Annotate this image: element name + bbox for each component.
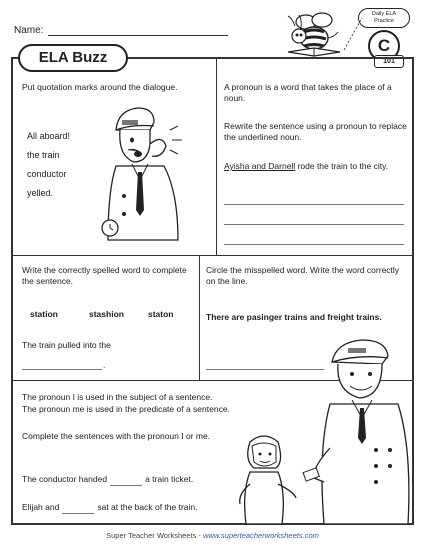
q2-answer-line-1[interactable] bbox=[224, 204, 404, 205]
q3-option-1: station bbox=[30, 309, 58, 319]
q2-instruction: Rewrite the sentence using a pronoun to replace the underlined noun. bbox=[224, 121, 407, 142]
q5-s2-end: sat at the back of the train. bbox=[97, 502, 198, 512]
q4-instruction: Circle the misspelled word. Write the word correctly on the line. bbox=[206, 265, 400, 286]
q3-instruction: Write the correctly spelled word to complete the sentence. bbox=[22, 265, 187, 286]
q5-rule-me: The pronoun me is used in the predicate of a sentence. bbox=[22, 404, 230, 414]
badge-letter: C bbox=[368, 30, 400, 62]
q2-answer-line-3[interactable] bbox=[224, 244, 404, 245]
q5-blank-1[interactable] bbox=[110, 474, 142, 486]
q2-sentence bbox=[224, 161, 406, 172]
q5-s1-start: The conductor handed bbox=[22, 474, 108, 484]
footer-brand: Super Teacher Worksheets - bbox=[106, 531, 203, 540]
q1-instruction: Put quotation marks around the dialogue. bbox=[22, 82, 178, 92]
q1-line-1: All aboard! bbox=[27, 131, 71, 141]
q4-answer-line[interactable] bbox=[206, 369, 324, 370]
q3-option-2: stashion bbox=[89, 309, 124, 319]
conductor-calling-illustration bbox=[98, 100, 208, 250]
footer-url[interactable]: www.superteacherworksheets.com bbox=[202, 531, 319, 540]
q5-rules bbox=[22, 391, 322, 415]
badge-line1: Daily ELA bbox=[371, 11, 397, 17]
q5-instruction: Complete the sentences with the pronoun I or me. bbox=[22, 431, 211, 441]
girl-holding-ticket-illustration bbox=[236, 432, 296, 524]
q4-sentence: There are pasinger trains and freight trains. bbox=[206, 312, 382, 322]
q3-sentence: The train pulled into the bbox=[22, 340, 111, 350]
daily-practice-badge bbox=[358, 8, 410, 28]
worksheet-title: ELA Buzz bbox=[18, 44, 128, 72]
q2-definition: A pronoun is a word that takes the place of a noun. bbox=[224, 82, 392, 103]
q2-underlined-noun: Ayisha and Darnell bbox=[224, 161, 296, 171]
q5-sentence-1 bbox=[22, 474, 193, 486]
q2-answer-line-2[interactable] bbox=[224, 224, 404, 225]
q5-s2-start: Elijah and bbox=[22, 502, 60, 512]
q3-answer-line[interactable] bbox=[22, 369, 102, 370]
conductor-handing-ticket-illustration bbox=[318, 338, 412, 524]
q5-rule-i: The pronoun I is used in the subject of a sentence. bbox=[22, 392, 213, 402]
name-label: Name: bbox=[14, 25, 44, 36]
badge-line2: Practice bbox=[374, 18, 394, 24]
q5-blank-2[interactable] bbox=[62, 502, 94, 514]
q1-line-2: the train bbox=[27, 150, 60, 160]
q3-end-punct: . bbox=[103, 360, 106, 370]
q5-sentence-2 bbox=[22, 502, 198, 514]
q1-line-3: conductor bbox=[27, 169, 67, 179]
q5-s1-end: a train ticket. bbox=[145, 474, 194, 484]
divider-vertical-middle bbox=[199, 255, 200, 380]
q1-line-4: yelled. bbox=[27, 188, 54, 198]
name-field[interactable] bbox=[48, 35, 228, 36]
footer bbox=[0, 531, 425, 540]
divider-vertical-top bbox=[216, 58, 217, 255]
divider-horizontal-1 bbox=[12, 255, 413, 256]
q1-dialogue bbox=[27, 127, 70, 203]
q3-option-3: staton bbox=[148, 309, 174, 319]
q2-sentence-rest: rode the train to the city. bbox=[295, 161, 389, 171]
badge-number: 101 bbox=[374, 55, 404, 68]
